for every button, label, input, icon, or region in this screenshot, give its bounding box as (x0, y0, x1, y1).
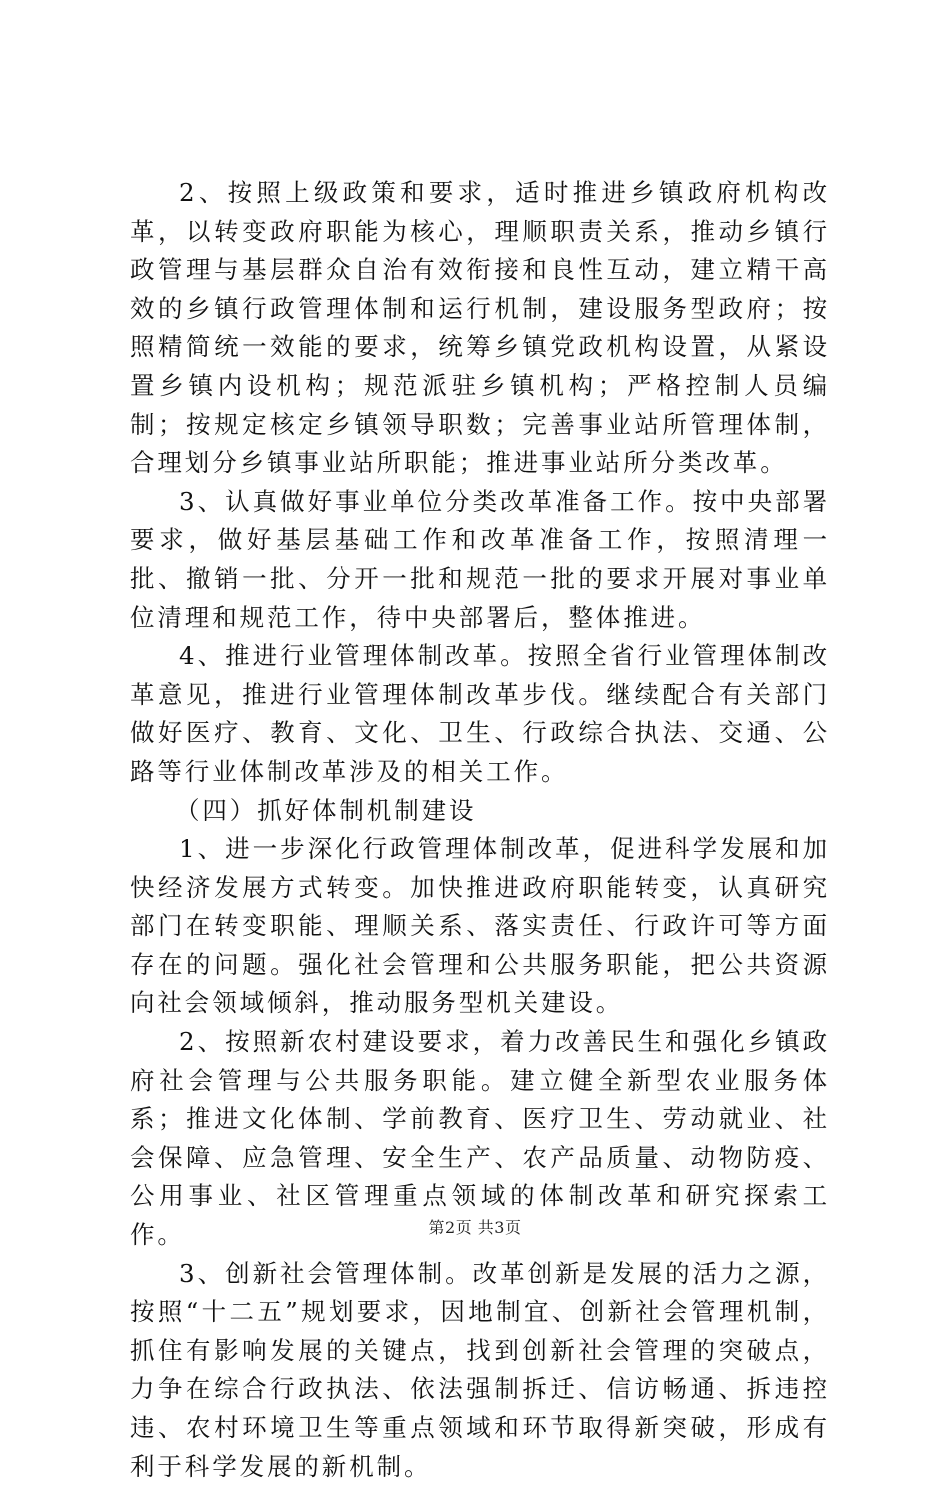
paragraph-item-3: 3、认真做好事业单位分类改革准备工作。按中央部署要求，做好基层基础工作和改革准备工作，按照清理一批、撤销一批、分开一批和规范一批的要求开展对事业单位清理和规范工作，待中央部署后，整体推进。 (130, 486, 830, 632)
section-heading: （四）抓好体制机制建设 (175, 795, 477, 825)
paragraph-item-2: 2、按照上级政策和要求，适时推进乡镇政府机构改革，以转变政府职能为核心，理顺职责关系，推动乡镇行政管理与基层群众自治有效衔接和良性互动，建立精干高效的乡镇行政管理体制和运行机制，建设服务型政府；按照精简统一效能的要求，统筹乡镇党政机构设置，从紧设置乡镇内设机构；规范派驻乡镇机构；严格控制人员编制；按规定核定乡镇领导职数；完善事业站所管理体制，合理划分乡镇事业站所职能；推进事业站所分类改革。 (130, 178, 830, 478)
page-indicator: 第2页 共3页 (428, 1218, 522, 1237)
page-footer (0, 1215, 950, 1238)
paragraph-item-4: 4、推进行业管理体制改革。按照全省行业管理体制改革意见，推进行业管理体制改革步伐。继续配合有关部门做好医疗、教育、文化、卫生、行政综合执法、交通、公路等行业体制改革涉及的相关工作。 (130, 641, 830, 786)
document-body (130, 174, 830, 1486)
section-paragraph-1: 1、进一步深化行政管理体制改革，促进科学发展和加快经济发展方式转变。加快推进政府职能转变，认真研究部门在转变职能、理顺关系、落实责任、行政许可等方面存在的问题。强化社会管理和公共服务职能，把公共资源向社会领域倾斜，推动服务型机关建设。 (130, 834, 830, 1018)
section-paragraph-3: 3、创新社会管理体制。改革创新是发展的活力之源，按照“十二五”规划要求，因地制宜、创新社会管理机制，抓住有影响发展的关键点，找到创新社会管理的突破点，力争在综合行政执法、依法强制拆迁、信访畅通、拆违控违、农村环境卫生等重点领域和环节取得新突破，形成有利于科学发展的新机制。 (130, 1258, 830, 1481)
section-paragraph-2: 2、按照新农村建设要求，着力改善民生和强化乡镇政府社会管理与公共服务职能。建立健全新型农业服务体系；推进文化体制、学前教育、医疗卫生、劳动就业、社会保障、应急管理、安全生产、农产品质量、动物防疫、公用事业、社区管理重点领域的体制改革和研究探索工作。 (130, 1027, 830, 1250)
